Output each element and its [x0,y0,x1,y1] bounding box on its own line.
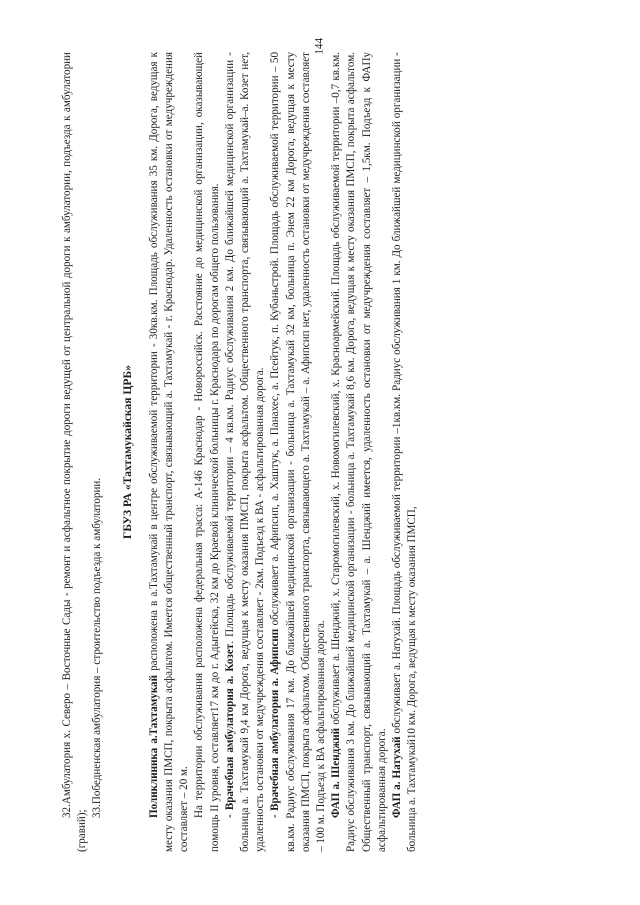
paragraph-title: ФАП а. Шенджий [330,727,343,818]
paragraph-title: - Врачебная амбулатория а. Козет [223,643,236,818]
list-item-33: 33.Победненская амбулатория – строительство подъезда к амбулатории. [91,477,104,818]
paragraph-federal-route: На территории обслуживания расположена федеральная трасса: А-146 Краснодар - Новороссийск. Расстояние до медицинской организации, оказывающей помощь II уровня, составляет17 км до г. Адыгейска, 32 км до Краевой клинической больницы г. Краснодара по дорогам общего пользования. [193,52,221,852]
paragraph-polyclinic: Поликлиника а.Тахтамукай расположена в а.Тахтамукай в центре обслуживаемой территории - 30кв.км. Площадь обслуживания 35 км. Дорога, ведущая к месту оказания ПМСП, покрыта асфальтом. Имеется общественный транспорт, связывающий а. Тахтамукай - г. Краснодар. Удаленность остановки от медучреждения составляет – 20 м. [147,52,191,852]
paragraph-kozet: - Врачебная амбулатория а. Козет. Площадь обслуживаемой территории – 4 кв.км. Радиус обслуживания 2 км. До ближайшей медицинской организации - больница а. Тахтамукай 9,4 км Дорога, ведущая к месту оказания ПМСП, покрыта асфальтом. Общественного транспорта, связывающий а. Тахтамукай–а. Козет нет, удаленность остановки от медучреждения составляет - 2км. Подъезд к ВА - асфальтированная дорога. [223,52,267,852]
paragraph-shendzhiy: ФАП а. Шенджий обслуживает а. Шенджий, х. Старомогилевский, х. Новомогилевский, х. Красноармейский. Площадь обслуживаемой территории –0,7 кв.км. Радиус обслуживания 3 км. До ближайшей медицинской организации - больница а. Тахтамукай 8,6 км. Дорога, ведущая к месту оказания ПМСП, покрыта асфальтом. Общественный транспорт, связывающий а. Тахтамукай – а. Шенджий имеется, удаленность остановки от медучреждения составляет – 1,5км. Подъезд к ФАПу асфальтированная дорога. [330,51,388,852]
paragraph-title: ФАП а. Натухай [391,736,404,818]
page-number: 144 [313,38,326,55]
list-item-32: 32.Амбулатория х. Северо – Восточные Сады - ремонт и асфальтное покрытие дороги ведущей от центральной дороги к амбулатории, подъезда к амбулатории (гравий); [61,52,89,852]
section-heading: ГБУЗ РА «Тахтамукайская ЦРБ» [120,365,134,539]
paragraph-natukhay: ФАП а. Натухай обслуживает а. Натухай. Площадь обслуживаемой территории –1кв.км. Радиус обслуживания 1 км. До ближайшей медицинской организации - больница а. Тахтамукай10 км. Дорога, ведущая к месту оказания ПМСП, [391,52,419,852]
paragraph-afipsip: - Врачебная амбулатория а. Афипсип обслуживает а. Афипсип, а. Хаштук, а. Панахес, а. Псейтук, п. Кубаньстрой. Площадь обслуживаемой территории – 50 кв.км. Радиус обслуживания 17 км. До ближайшей медицинской организации - больница а. Тахтамукай 32 км, больница п. Энем 22 км Дорога, ведущая к месту оказания ПМСП, покрыта асфальтом. Общественного транспорта, связывающего а. Тахтамукай – а. Афипсип нет, удаленность остановки от медучреждения составляет – 100 м. Подъезд к ВА асфальтированная дорога. [269,52,328,852]
rotated-page [60,38,580,852]
page-body [60,52,420,852]
paragraph-title: Поликлиника а.Тахтамукай [147,675,160,818]
paragraph-title: - Врачебная амбулатория а. Афипсип [269,628,282,818]
